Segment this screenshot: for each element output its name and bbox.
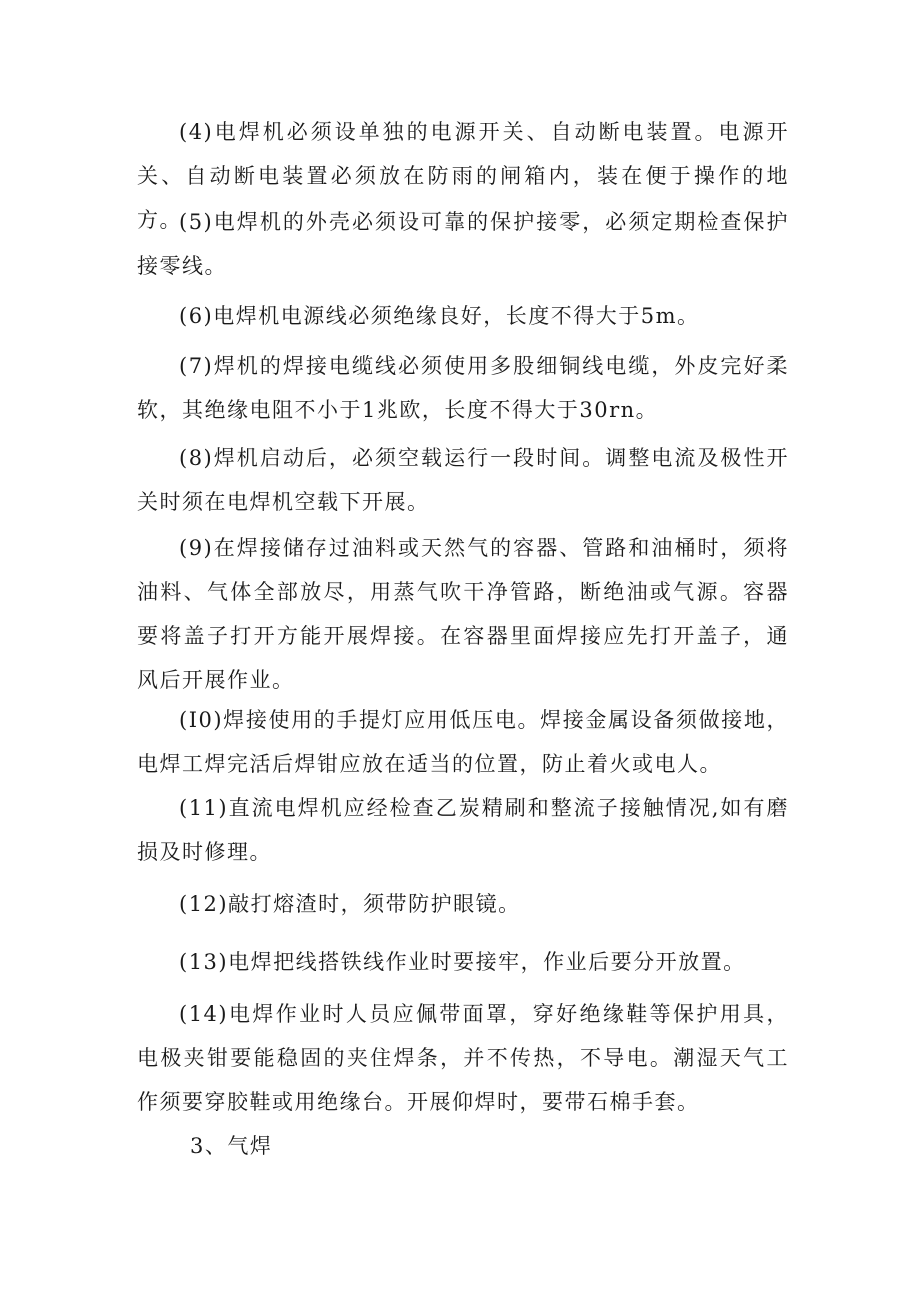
paragraph-item-10: (I0)焊接使用的手提灯应用低压电。焊接金属设备须做接地，电焊工焊完活后焊钳应放在适当的位置，防止着火或电人。 bbox=[137, 708, 789, 776]
paragraph-item-11: (11)直流电焊机应经检查乙炭精刷和整流子接触情况,如有磨损及时修理。 bbox=[137, 796, 789, 864]
paragraph-item-14: (14)电焊作业时人员应佩带面罩，穿好绝缘鞋等保护用具，电极夹钳要能稳固的夹住焊条，并不传热，不导电。潮湿天气工作须要穿胶鞋或用绝缘台。开展仰焊时，要带石棉手套。 bbox=[137, 1002, 789, 1114]
paragraph-item-7: (7)焊机的焊接电缆线必须使用多股细铜线电缆，外皮完好柔软，其绝缘电阻不小于1兆欧，长度不得大于30rn。 bbox=[137, 354, 789, 422]
paragraph-item-6: (6)电焊机电源线必须绝缘良好，长度不得大于5m。 bbox=[179, 304, 700, 328]
paragraph-item-4: (4)电焊机必须设单独的电源开关、自动断电装置。电源开关、自动断电装置必须放在防雨的闸箱内，装在便于操作的地方。 bbox=[137, 120, 789, 232]
section-heading: 3、气焊 bbox=[190, 1134, 273, 1158]
paragraph-item-13: (13)电焊把线搭铁线作业时要接牢，作业后要分开放置。 bbox=[179, 950, 746, 974]
paragraph-item-8: (8)焊机启动后，必须空载运行一段时间。调整电流及极性开关时须在电焊机空载下开展。 bbox=[137, 446, 789, 514]
paragraph-item-9: (9)在焊接储存过油料或天然气的容器、管路和油桶时，须将油料、气体全部放尽，用蒸气吹干净管路，断绝油或气源。容器要将盖子打开方能开展焊接。在容器里面焊接应先打开盖子，通风后开展作业。 bbox=[137, 536, 789, 692]
paragraph-item-12: (12)敲打熔渣时，须带防护眼镜。 bbox=[179, 892, 521, 916]
paragraph-item-5: (5)电焊机的外壳必须设可靠的保护接零，必须定期检查保护接零线。 bbox=[137, 210, 789, 278]
